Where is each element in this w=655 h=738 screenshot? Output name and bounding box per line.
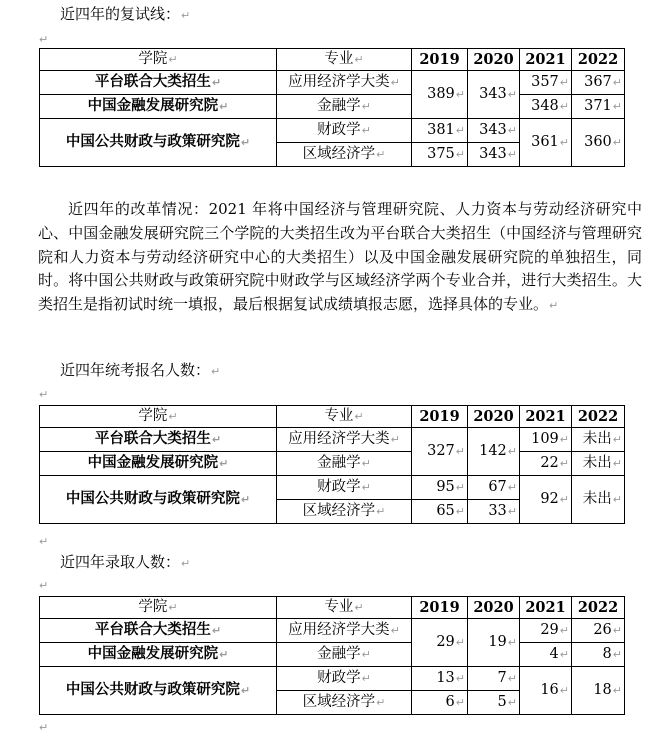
col-header-major: 专业↵ bbox=[277, 597, 412, 619]
value-cell: 95↵ bbox=[412, 476, 468, 500]
paragraph-mark-icon: ↵ bbox=[181, 9, 191, 22]
value-cell: 33↵ bbox=[468, 500, 520, 524]
value-cell: 16↵ bbox=[520, 667, 572, 715]
value-cell: 未出↵ bbox=[572, 452, 625, 476]
admitted-table bbox=[39, 596, 625, 715]
col-header-school: 学院↵ bbox=[40, 406, 277, 428]
heading-retest-line: 近四年的复试线：↵ bbox=[60, 5, 191, 23]
paragraph-mark-icon: ↵ bbox=[39, 535, 49, 548]
col-header-2019: 2019 bbox=[412, 49, 468, 71]
value-cell: 6↵ bbox=[412, 691, 468, 715]
major-cell: 应用经济学大类↵ bbox=[277, 428, 412, 452]
col-header-2020: 2020 bbox=[468, 406, 520, 428]
major-cell: 财政学↵ bbox=[277, 119, 412, 143]
value-cell: 29↵ bbox=[412, 619, 468, 667]
value-cell: 67↵ bbox=[468, 476, 520, 500]
value-cell: 65↵ bbox=[412, 500, 468, 524]
major-cell: 区域经济学↵ bbox=[277, 143, 412, 167]
value-cell: 18↵ bbox=[572, 667, 625, 715]
value-cell: 327↵ bbox=[412, 428, 468, 476]
col-header-2022: 2022 bbox=[572, 49, 625, 71]
col-header-2021: 2021 bbox=[520, 406, 572, 428]
school-cell: 中国金融发展研究院↵ bbox=[40, 95, 277, 119]
paragraph-mark-icon: ↵ bbox=[39, 33, 49, 46]
empty-paragraph bbox=[38, 28, 48, 50]
empty-paragraph bbox=[38, 716, 48, 738]
school-cell: 中国金融发展研究院↵ bbox=[40, 452, 277, 476]
school-cell: 中国公共财政与政策研究院↵ bbox=[40, 119, 277, 167]
col-header-2021: 2021 bbox=[520, 597, 572, 619]
value-cell: 348↵ bbox=[520, 95, 572, 119]
paragraph-mark-icon: ↵ bbox=[39, 579, 49, 592]
school-cell: 中国金融发展研究院↵ bbox=[40, 643, 277, 667]
paragraph-mark-icon: ↵ bbox=[39, 721, 49, 734]
major-cell: 金融学↵ bbox=[277, 452, 412, 476]
value-cell: 142↵ bbox=[468, 428, 520, 476]
value-cell: 367↵ bbox=[572, 71, 625, 95]
value-cell: 22↵ bbox=[520, 452, 572, 476]
col-header-2019: 2019 bbox=[412, 597, 468, 619]
value-cell: 389↵ bbox=[412, 71, 468, 119]
col-header-2020: 2020 bbox=[468, 49, 520, 71]
value-cell: 26↵ bbox=[572, 619, 625, 643]
major-cell: 财政学↵ bbox=[277, 476, 412, 500]
col-header-major: 专业↵ bbox=[277, 49, 412, 71]
major-cell: 金融学↵ bbox=[277, 95, 412, 119]
retest-line-table bbox=[39, 48, 625, 167]
col-header-2019: 2019 bbox=[412, 406, 468, 428]
paragraph-mark-icon: ↵ bbox=[181, 557, 191, 570]
school-cell: 平台联合大类招生↵ bbox=[40, 428, 277, 452]
value-cell: 未出↵ bbox=[572, 476, 625, 524]
reform-paragraph: 近四年的改革情况：2021 年将中国经济与管理研究院、人力资本与劳动经济研究中心、中国金融发展研究院三个学院的大类招生改为平台联合大类招生（中国经济与管理研究院和人力资本与劳动经济研究中心的大类招生）以及中国金融发展研究院的单独招生，同时。将中国公共财政与政策研究院中财政学与区域经济学两个专业合并，进行大类招生。大类招生是指初试时统一填报，最后根据复试成绩填报志愿，选择具体的专业。↵ bbox=[38, 200, 642, 314]
school-cell: 平台联合大类招生↵ bbox=[40, 71, 277, 95]
value-cell: 7↵ bbox=[468, 667, 520, 691]
major-cell: 区域经济学↵ bbox=[277, 691, 412, 715]
empty-paragraph bbox=[38, 530, 48, 552]
value-cell: 361↵ bbox=[520, 119, 572, 167]
value-cell: 4↵ bbox=[520, 643, 572, 667]
value-cell: 5↵ bbox=[468, 691, 520, 715]
value-cell: 13↵ bbox=[412, 667, 468, 691]
value-cell: 343↵ bbox=[468, 71, 520, 119]
major-cell: 金融学↵ bbox=[277, 643, 412, 667]
paragraph-mark-icon: ↵ bbox=[549, 299, 559, 313]
major-cell: 财政学↵ bbox=[277, 667, 412, 691]
major-cell: 应用经济学大类↵ bbox=[277, 71, 412, 95]
value-cell: 109↵ bbox=[520, 428, 572, 452]
value-cell: 未出↵ bbox=[572, 428, 625, 452]
school-cell: 平台联合大类招生↵ bbox=[40, 619, 277, 643]
col-header-2022: 2022 bbox=[572, 597, 625, 619]
empty-paragraph bbox=[38, 574, 48, 596]
value-cell: 29↵ bbox=[520, 619, 572, 643]
paragraph-mark-icon: ↵ bbox=[39, 388, 49, 401]
heading-admitted: 近四年录取人数：↵ bbox=[60, 553, 191, 571]
col-header-2020: 2020 bbox=[468, 597, 520, 619]
applicants-table bbox=[39, 405, 625, 524]
school-cell: 中国公共财政与政策研究院↵ bbox=[40, 476, 277, 524]
col-header-major: 专业↵ bbox=[277, 406, 412, 428]
value-cell: 375↵ bbox=[412, 143, 468, 167]
empty-paragraph bbox=[38, 383, 48, 405]
col-header-2021: 2021 bbox=[520, 49, 572, 71]
value-cell: 371↵ bbox=[572, 95, 625, 119]
value-cell: 19↵ bbox=[468, 619, 520, 667]
paragraph-mark-icon: ↵ bbox=[211, 365, 221, 378]
col-header-school: 学院↵ bbox=[40, 597, 277, 619]
heading-applicants: 近四年统考报名人数：↵ bbox=[60, 361, 221, 379]
col-header-school: 学院↵ bbox=[40, 49, 277, 71]
col-header-2022: 2022 bbox=[572, 406, 625, 428]
value-cell: 381↵ bbox=[412, 119, 468, 143]
value-cell: 343↵ bbox=[468, 143, 520, 167]
school-cell: 中国公共财政与政策研究院↵ bbox=[40, 667, 277, 715]
value-cell: 343↵ bbox=[468, 119, 520, 143]
major-cell: 区域经济学↵ bbox=[277, 500, 412, 524]
value-cell: 360↵ bbox=[572, 119, 625, 167]
value-cell: 357↵ bbox=[520, 71, 572, 95]
major-cell: 应用经济学大类↵ bbox=[277, 619, 412, 643]
value-cell: 8↵ bbox=[572, 643, 625, 667]
value-cell: 92↵ bbox=[520, 476, 572, 524]
